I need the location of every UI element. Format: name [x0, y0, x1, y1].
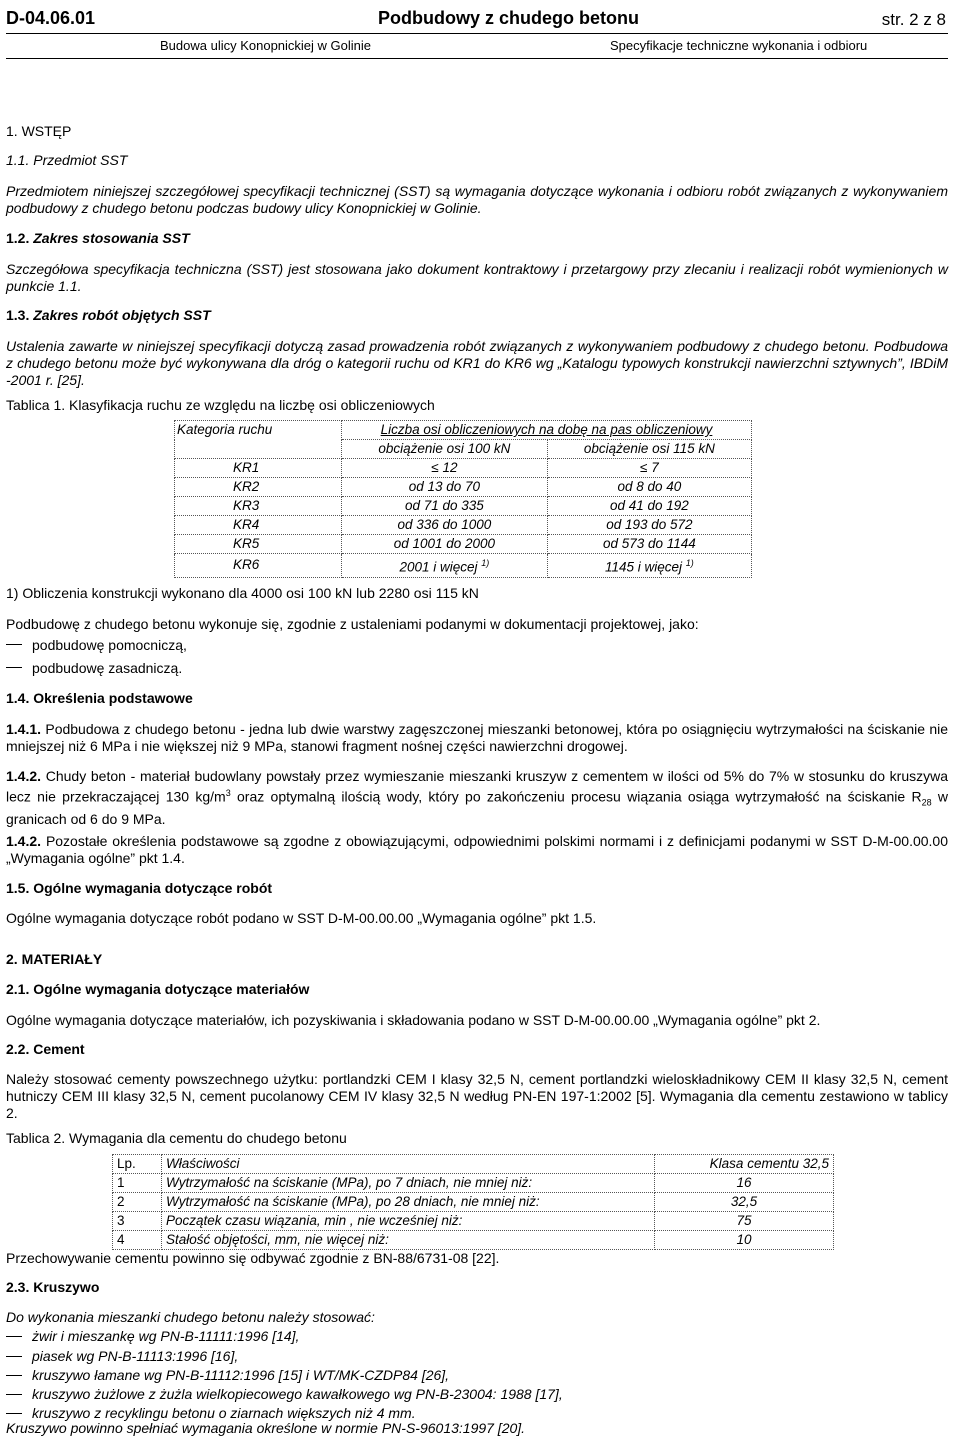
dash-bullet — [6, 1336, 22, 1337]
section-1-heading: 1. WSTĘP — [6, 123, 72, 139]
list-item: kruszywo z recyklingu betonu o ziarnach większych niż 4 mm. — [32, 1405, 416, 1421]
table-cell: 10 — [655, 1231, 834, 1250]
footnote-marker: 1) — [685, 558, 694, 568]
section-1-2-title: Zakres stosowania SST — [33, 230, 190, 246]
table-cell: 1 — [113, 1174, 162, 1193]
table-cell: 32,5 — [655, 1193, 834, 1212]
table-1-caption: Tablica 1. Klasyfikacja ruchu ze względu na liczbę osi obliczeniowych — [6, 397, 435, 413]
section-1-2-text: Szczegółowa specyfikacja techniczna (SST) jest stosowana jako dokument kontraktowy i przetargowy przy zlecaniu i realizacji robót wymienionych w punkcie 1.1. — [6, 261, 948, 294]
dash-bullet — [6, 1356, 22, 1357]
section-2-heading: 2. MATERIAŁY — [6, 951, 103, 967]
aggregate-requirements-text: Kruszywo powinno spełniać wymagania określone w normie PN-S-96013:1997 [20]. — [6, 1420, 526, 1436]
table-cell: od 41 do 192 — [547, 497, 751, 516]
definition-1-4-2 — [6, 768, 948, 828]
table-1-footnote: 1) Obliczenia konstrukcji wykonano dla 4000 osi 100 kN lub 2280 osi 115 kN — [6, 585, 479, 601]
page-number: str. 2 z 8 — [881, 10, 946, 29]
doc-title: Podbudowy z chudego betonu — [378, 8, 639, 28]
table-cell: 2 — [113, 1193, 162, 1212]
table-row — [113, 1212, 834, 1231]
superscript-3: 3 — [225, 788, 231, 798]
table-2-caption: Tablica 2. Wymagania dla cementu do chudego betonu — [6, 1130, 347, 1146]
definition-text-a: Chudy beton - materiał budowlany powstały przez wymieszanie mieszanki kruszyw z cementem w ilości od 5% do 7% w stosunku do kruszywa lecz nie przekraczającej 130 kg/m — [6, 768, 949, 805]
table-cell: Początek czasu wiązania, min , nie wcześniej niż: — [162, 1212, 655, 1231]
table-cell: ≤ 12 — [342, 459, 548, 478]
section-2-2-heading: 2.2. Cement — [6, 1041, 85, 1057]
list-item: podbudowę pomocniczą, — [32, 637, 187, 653]
section-1-3-heading — [6, 307, 948, 324]
section-1-1-heading: 1.1. Przedmiot SST — [6, 152, 128, 168]
definition-number: 1.4.2. — [6, 768, 42, 784]
table-row — [175, 497, 752, 516]
table-cell: KR3 — [175, 497, 342, 516]
table-2-header-lp: Lp. — [113, 1155, 162, 1174]
table-cell: 4 — [113, 1231, 162, 1250]
section-1-3-text — [6, 338, 948, 389]
table-row — [113, 1193, 834, 1212]
table-1-header-group: Liczba osi obliczeniowych na dobę na pas obliczeniowy — [342, 421, 752, 440]
table-row — [175, 459, 752, 478]
section-2-1-text: Ogólne wymagania dotyczące materiałów, ich pozyskiwania i składowania podano w SST D-M-00.00.00 „Wymagania ogólne” pkt 2. — [6, 1012, 821, 1028]
dash-bullet — [6, 644, 22, 645]
definition-text-c: w granicach od 6 do 9 MPa. — [6, 788, 948, 828]
section-1-5-heading: 1.5. Ogólne wymagania dotyczące robót — [6, 880, 273, 896]
table-cell: od 71 do 335 — [342, 497, 548, 516]
section-1-5-text: Ogólne wymagania dotyczące robót podano w SST D-M-00.00.00 „Wymagania ogólne” pkt 1.5. — [6, 910, 597, 926]
table-row — [113, 1174, 834, 1193]
traffic-classification-table — [174, 420, 752, 578]
table-row — [175, 554, 752, 578]
table-cell: KR5 — [175, 535, 342, 554]
section-2-3-heading: 2.3. Kruszywo — [6, 1279, 100, 1295]
header-right-subtitle: Specyfikacje techniczne wykonania i odbioru — [610, 38, 868, 53]
header-left-subtitle: Budowa ulicy Konopnickiej w Golinie — [160, 38, 372, 53]
table-cell: 16 — [655, 1174, 834, 1193]
definition-text: Pozostałe określenia podstawowe są zgodne z obowiązującymi, odpowiednimi polskimi normami i z definicjami podanymi w SST D-M-00.00.00 „Wymagania ogólne” pkt 1.4. — [6, 833, 949, 866]
definition-number: 1.4.2. — [6, 833, 42, 849]
table-2-header-class: Klasa cementu 32,5 — [655, 1155, 834, 1174]
header-rule-bottom — [6, 58, 948, 59]
table-cell: 3 — [113, 1212, 162, 1231]
header-rule-top — [6, 33, 948, 34]
section-2-2-text: Należy stosować cementy powszechnego użytku: portlandzki CEM I klasy 32,5 N, cement portlandzki wieloskładnikowy CEM II klasy 32,5 N, cement hutniczy CEM III klasy 32,5 N, cement pucolanowy CEM IV klasy 32,5 N według PN-EN 197-1:2002 [5]. Wymagania dla cementu zestawiono w tablicy 2. — [6, 1071, 948, 1121]
section-1-2-heading — [6, 230, 948, 247]
section-1-4-heading: 1.4. Określenia podstawowe — [6, 690, 193, 706]
table-cell: KR4 — [175, 516, 342, 535]
table-row — [113, 1231, 834, 1250]
table-1-header-category: Kategoria ruchu — [175, 421, 342, 459]
table-cell: 75 — [655, 1212, 834, 1231]
dash-bullet — [6, 667, 22, 668]
list-item: kruszywo łamane wg PN-B-11112:1996 [15] i WT/MK-CZDP84 [26], — [32, 1367, 450, 1383]
table-cell: od 13 do 70 — [342, 478, 548, 497]
base-types-intro: Podbudowę z chudego betonu wykonuje się, zgodnie z ustaleniami podanymi w dokumentacji projektowej, jako: — [6, 616, 699, 632]
list-item: piasek wg PN-B-11113:1996 [16], — [32, 1348, 239, 1364]
table-cell: od 193 do 572 — [547, 516, 751, 535]
dash-bullet — [6, 1394, 22, 1395]
section-1-1-text: Przedmiotem niniejszej szczegółowej specyfikacji technicznej (SST) są wymagania dotyczące wykonania i odbioru robót związanych z wykonywaniem podbudowy z chudego betonu podczas budowy ulicy Konopnickiej w Golinie. — [6, 183, 948, 216]
list-item: kruszywo żużlowe z żużla wielkopiecowego kawałkowego wg PN-B-23004: 1988 [17], — [32, 1386, 563, 1402]
dash-bullet — [6, 1375, 22, 1376]
section-1-3-text-b: Podbudowa z chudego betonu może być wykonywana dla dróg o kategorii ruchu od KR1 do KR6 wg „Katalogu typowych konstrukcji nawierzchni sztywnych”, IBDiM -2001 r. [25]. — [6, 338, 948, 388]
table-1-header-100kn: obciążenie osi 100 kN — [342, 440, 548, 459]
cement-requirements-table — [112, 1154, 834, 1250]
section-1-2-number: 1.2. — [6, 230, 30, 246]
table-cell: KR2 — [175, 478, 342, 497]
cement-storage-text: Przechowywanie cementu powinno się odbywać zgodnie z BN-88/6731-08 [22]. — [6, 1250, 500, 1266]
table-cell: KR6 — [175, 554, 342, 578]
section-1-3-text-a: Ustalenia zawarte w niniejszej specyfikacji dotyczą zasad prowadzenia robót związanych z wykonywaniem podbudowy z chudego betonu. — [6, 338, 870, 354]
table-cell: Wytrzymałość na ściskanie (MPa), po 28 dniach, nie mniej niż: — [162, 1193, 655, 1212]
definition-text-b: oraz optymalną ilością wody, który po zakończeniu procesu wiązania osiąga wytrzymałość na ściskanie R — [230, 788, 922, 805]
footnote-marker: 1) — [481, 558, 490, 568]
table-row — [175, 535, 752, 554]
list-item: żwir i mieszankę wg PN-B-11111:1996 [14], — [32, 1328, 300, 1344]
table-cell: KR1 — [175, 459, 342, 478]
aggregate-intro: Do wykonania mieszanki chudego betonu należy stosować: — [6, 1309, 375, 1325]
doc-code: D-04.06.01 — [6, 8, 96, 28]
table-cell: ≤ 7 — [547, 459, 751, 478]
table-2-header-property: Właściwości — [162, 1155, 655, 1174]
subscript-28: 28 — [921, 797, 932, 808]
table-row — [175, 478, 752, 497]
definition-text: Podbudowa z chudego betonu - jedna lub dwie warstwy zagęszczonej mieszanki betonowej, która po osiągnięciu wytrzymałości na ściskanie nie mniejszej niż 6 MPa i nie większej niż 9 MPa, stanowi fragment nośnej części nawierzchni drogowej. — [6, 721, 949, 754]
table-cell — [547, 554, 751, 578]
dash-bullet — [6, 1413, 22, 1414]
table-1-header-115kn: obciążenie osi 115 kN — [547, 440, 751, 459]
table-cell: od 8 do 40 — [547, 478, 751, 497]
table-cell — [342, 554, 548, 578]
table-cell: od 336 do 1000 — [342, 516, 548, 535]
table-cell: od 573 do 1144 — [547, 535, 751, 554]
definition-number: 1.4.1. — [6, 721, 42, 737]
table-cell: od 1001 do 2000 — [342, 535, 548, 554]
list-item: podbudowę zasadniczą. — [32, 660, 183, 676]
section-1-3-number: 1.3. — [6, 307, 30, 323]
table-cell-text: 1145 i więcej — [604, 559, 683, 575]
section-2-1-heading: 2.1. Ogólne wymagania dotyczące materiałów — [6, 981, 310, 997]
section-1-3-title: Zakres robót objętych SST — [33, 307, 211, 323]
table-cell: Wytrzymałość na ściskanie (MPa), po 7 dniach, nie mniej niż: — [162, 1174, 655, 1193]
table-row — [175, 516, 752, 535]
table-cell: Stałość objętości, mm, nie więcej niż: — [162, 1231, 655, 1250]
table-cell-text: 2001 i więcej — [399, 559, 478, 575]
definition-1-4-1 — [6, 721, 948, 755]
definition-1-4-2b — [6, 833, 948, 867]
